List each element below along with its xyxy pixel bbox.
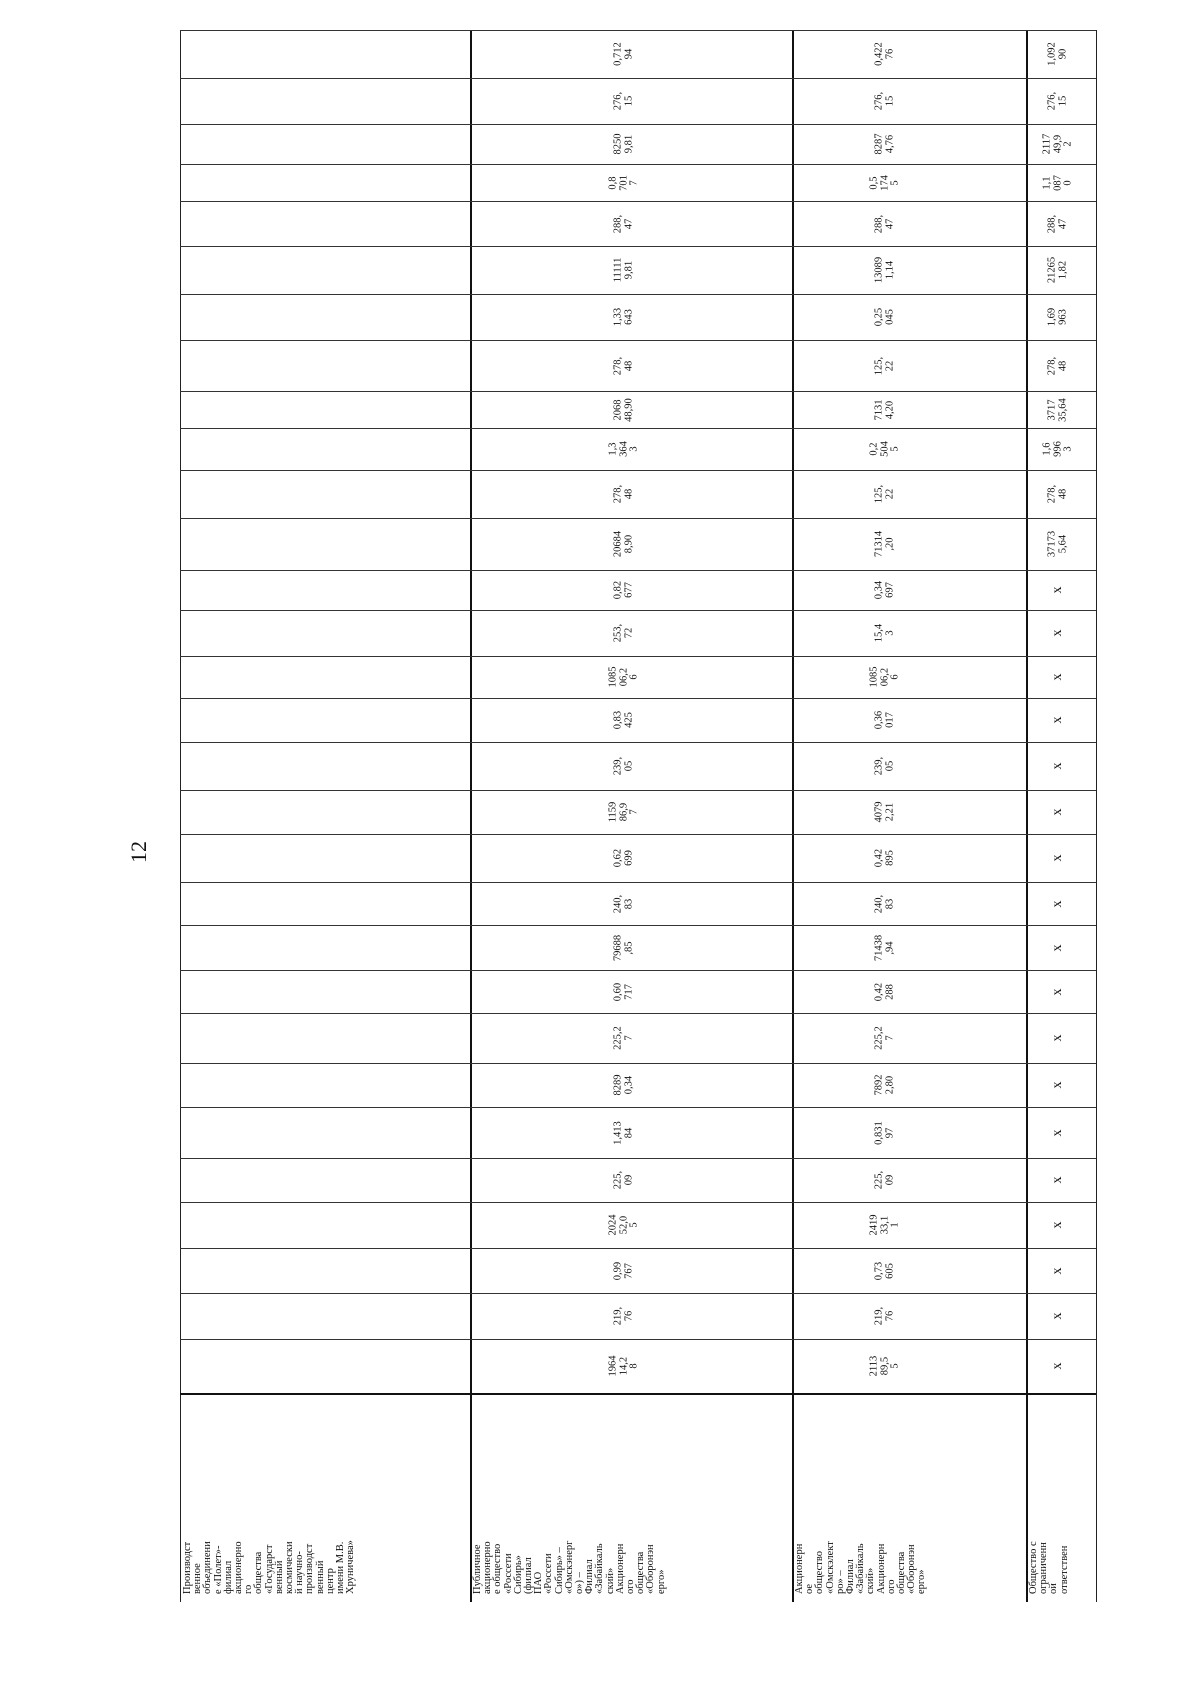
row-divider — [180, 78, 1096, 79]
table-cell — [285, 570, 325, 610]
table-cell — [1038, 1113, 1078, 1153]
cell-value: x — [1049, 808, 1065, 816]
table-cell — [285, 700, 325, 740]
cell-value: x — [1049, 1267, 1065, 1274]
table-cell — [865, 1296, 905, 1336]
table-cell — [604, 1018, 644, 1058]
cell-value: 0,5 174 5 — [868, 174, 901, 191]
cell-value: 1,33 643 — [612, 307, 634, 327]
cell-value: 276, 15 — [873, 91, 895, 111]
table-cell — [1038, 613, 1078, 653]
page-number: 12 — [126, 841, 151, 863]
table-cell — [285, 972, 325, 1012]
column-divider — [1096, 30, 1097, 1602]
cell-value: 37173 5,64 — [1046, 530, 1068, 558]
cell-value: x — [1049, 1312, 1065, 1320]
cell-value: 1159 86,9 7 — [607, 801, 640, 823]
table-cell — [285, 204, 325, 244]
table-cell — [865, 204, 905, 244]
cell-value: 0,62 699 — [612, 848, 634, 868]
table-cell — [604, 390, 644, 430]
table-cell — [285, 297, 325, 337]
table-cell — [865, 1160, 905, 1200]
table-cell — [604, 1160, 644, 1200]
cell-value: 3717 35,64 — [1046, 397, 1068, 422]
row-divider — [180, 1063, 1096, 1064]
table-cell — [865, 346, 905, 386]
row-divider — [180, 294, 1096, 295]
table-cell — [1038, 1160, 1078, 1200]
cell-value: x — [1049, 586, 1065, 594]
table-cell — [285, 613, 325, 653]
table-cell — [865, 657, 905, 697]
table-cell — [865, 390, 905, 430]
row-divider — [180, 610, 1096, 611]
cell-value: x — [1049, 988, 1065, 995]
table-cell — [865, 1205, 905, 1245]
cell-value: 225, 09 — [873, 1170, 895, 1190]
table-cell — [604, 1205, 644, 1245]
cell-value: 125, 22 — [873, 484, 895, 504]
cell-value: 0,8 701 7 — [607, 174, 640, 191]
row-divider — [180, 698, 1096, 699]
table-cell — [865, 474, 905, 514]
table-cell — [285, 346, 325, 386]
table-cell — [604, 1251, 644, 1291]
table-cell — [865, 429, 905, 469]
table-cell — [285, 163, 325, 203]
table-cell — [865, 81, 905, 121]
cell-value: x — [1049, 854, 1065, 862]
table-cell — [604, 163, 644, 203]
table-cell — [604, 429, 644, 469]
table-cell — [604, 1346, 644, 1386]
table-cell — [285, 1018, 325, 1058]
cell-value: x — [1049, 944, 1065, 951]
cell-value: x — [1049, 1081, 1065, 1089]
table-cell — [865, 838, 905, 878]
table-cell — [1038, 1296, 1078, 1336]
table-cell — [604, 124, 644, 164]
table-cell — [1038, 928, 1078, 968]
cell-value: 1,6 996 3 — [1041, 441, 1074, 457]
table-cell — [1038, 429, 1078, 469]
cell-value: x — [1049, 900, 1065, 907]
table-cell — [1038, 1251, 1078, 1291]
cell-value: 15,4 3 — [873, 623, 895, 643]
cell-value: 239, 05 — [612, 756, 634, 776]
table-cell — [285, 1251, 325, 1291]
table-cell — [285, 1065, 325, 1105]
table-cell — [1038, 124, 1078, 164]
table-cell — [1038, 657, 1078, 697]
table-cell — [1038, 204, 1078, 244]
cell-value: 1,1 087 0 — [1041, 174, 1074, 191]
table-cell — [865, 1251, 905, 1291]
cell-value: 0,99 767 — [612, 1261, 634, 1280]
cell-value: 219, 76 — [612, 1306, 634, 1326]
cell-value: x — [1049, 1034, 1065, 1042]
table-cell — [865, 613, 905, 653]
cell-value: 0,712 94 — [612, 42, 634, 66]
table-cell — [285, 884, 325, 924]
table-cell — [865, 746, 905, 786]
table-cell — [285, 1346, 325, 1386]
table-cell — [1038, 81, 1078, 121]
table-cell — [604, 1296, 644, 1336]
column-divider — [470, 30, 472, 1602]
row-divider — [180, 1013, 1096, 1014]
table-cell — [604, 570, 644, 610]
table-cell — [285, 390, 325, 430]
table-cell — [604, 474, 644, 514]
cell-value: 0,83 425 — [612, 710, 634, 730]
cell-value: 0,34 697 — [873, 580, 895, 600]
table-cell — [285, 81, 325, 121]
cell-value: 0,42 288 — [873, 982, 895, 1001]
table-cell — [285, 124, 325, 164]
cell-value: 7892 2,80 — [873, 1074, 895, 1096]
row-divider — [180, 246, 1096, 247]
table-cell — [604, 297, 644, 337]
cell-value: 0,422 76 — [873, 42, 895, 66]
table-cell — [1038, 390, 1078, 430]
table-cell — [1038, 163, 1078, 203]
table-cell — [285, 1160, 325, 1200]
row-label: Общество с ограниченн ой ответствен — [1028, 1541, 1070, 1594]
table-cell — [604, 792, 644, 832]
table-cell — [1038, 346, 1078, 386]
table-cell — [604, 524, 644, 564]
table-cell — [604, 972, 644, 1012]
table-cell — [285, 928, 325, 968]
table-cell — [604, 928, 644, 968]
cell-value: 2113 89,5 5 — [868, 1355, 901, 1377]
table-cell — [285, 524, 325, 564]
cell-value: 0,25 045 — [873, 307, 895, 327]
cell-value: 2024 52,0 5 — [607, 1214, 640, 1236]
row-divider — [180, 790, 1096, 791]
cell-value: x — [1049, 716, 1065, 724]
table-cell — [865, 700, 905, 740]
table-cell — [604, 657, 644, 697]
cell-value: 278, 48 — [612, 484, 634, 504]
table-cell — [865, 1113, 905, 1153]
cell-value: 20684 8,90 — [612, 530, 634, 558]
cell-value: 1085 06,2 6 — [607, 666, 640, 688]
cell-value: 4079 2,21 — [873, 801, 895, 823]
table-cell — [865, 792, 905, 832]
table-cell — [285, 792, 325, 832]
table-cell — [285, 657, 325, 697]
table-cell — [604, 1065, 644, 1105]
table-cell — [604, 1113, 644, 1153]
cell-value: 225,2 7 — [873, 1026, 895, 1050]
cell-value: 8289 0,34 — [612, 1074, 634, 1096]
cell-value: 1,3 364 3 — [607, 441, 640, 457]
row-label: Акционерн ое общество «Омскэлект ро» – Филиал «Забайкаль ский» Акционерн ого общества «Оборонэн ерго» — [794, 1541, 928, 1594]
table-cell — [865, 928, 905, 968]
table-cell — [1038, 474, 1078, 514]
cell-value: 7131 4,20 — [873, 399, 895, 420]
table-cell — [865, 570, 905, 610]
cell-value: 276, 15 — [1046, 91, 1068, 111]
row-divider — [180, 518, 1096, 519]
row-divider — [180, 470, 1096, 471]
table-cell — [865, 1018, 905, 1058]
cell-value: x — [1049, 1362, 1065, 1370]
cell-value: 276, 15 — [612, 91, 634, 111]
cell-value: 1,092 90 — [1046, 42, 1068, 66]
cell-value: 2068 48,90 — [612, 397, 634, 422]
cell-value: 0,60 717 — [612, 982, 634, 1001]
row-divider — [180, 1107, 1096, 1108]
cell-value: 2419 33,1 1 — [868, 1214, 901, 1236]
table-cell — [865, 1065, 905, 1105]
cell-value: 288, 47 — [1046, 214, 1068, 233]
table-cell — [285, 838, 325, 878]
cell-value: 253, 72 — [612, 623, 634, 643]
cell-value: 8287 4,76 — [873, 133, 895, 155]
cell-value: x — [1049, 673, 1065, 681]
table-cell — [1038, 972, 1078, 1012]
cell-value: 11111 9,81 — [612, 257, 634, 283]
table-cell — [1038, 884, 1078, 924]
cell-value: x — [1049, 629, 1065, 637]
table-cell — [1038, 1065, 1078, 1105]
table-cell — [285, 250, 325, 290]
table-cell — [604, 346, 644, 386]
cell-value: 0,82 677 — [612, 580, 634, 600]
cell-value: 0,831 97 — [873, 1120, 895, 1145]
table-cell — [285, 474, 325, 514]
cell-value: 1,69 963 — [1046, 307, 1068, 327]
table-cell — [604, 204, 644, 244]
row-divider — [180, 1393, 1096, 1395]
row-divider — [180, 340, 1096, 341]
cell-value: 288, 47 — [873, 214, 895, 233]
table-cell — [285, 429, 325, 469]
cell-value: 1,413 84 — [612, 1120, 634, 1145]
cell-value: 2117 49,9 2 — [1041, 133, 1074, 155]
cell-value: 278, 48 — [612, 356, 634, 375]
table-cell — [1038, 297, 1078, 337]
cell-value: 239, 05 — [873, 756, 895, 776]
cell-value: 0,36 017 — [873, 710, 895, 730]
table-cell — [865, 972, 905, 1012]
cell-value: 0,73 605 — [873, 1261, 895, 1280]
table-cell — [285, 34, 325, 74]
cell-value: 240, 83 — [873, 894, 895, 913]
table-cell — [285, 1296, 325, 1336]
table-cell — [865, 884, 905, 924]
cell-value: 278, 48 — [1046, 484, 1068, 504]
table-cell — [865, 34, 905, 74]
table-cell — [604, 34, 644, 74]
cell-value: 0,42 895 — [873, 848, 895, 868]
table-cell — [604, 838, 644, 878]
table-cell — [1038, 34, 1078, 74]
row-divider — [180, 742, 1096, 743]
column-divider — [180, 30, 181, 1602]
row-label: Публичное акционерно е общество «Россети Сибирь» (филиал ПАО «Россети Сибирь» – «Омскэнерг о») – Филиал «Забайкаль ский» Акционерн ого общества «Оборонэн ерго» — [472, 1540, 667, 1594]
row-label: Производст венное объединени е «Полет»- филиал акционерно го общества «Государст венный космически й научно- производст венный центр имени М.В. Хруничева» — [182, 1540, 357, 1594]
cell-value: 71438 ,94 — [873, 934, 895, 961]
table-cell — [865, 163, 905, 203]
table-cell — [865, 524, 905, 564]
cell-value: 1964 14,2 8 — [607, 1355, 640, 1377]
table-cell — [604, 884, 644, 924]
table-cell — [865, 297, 905, 337]
row-divider — [180, 1202, 1096, 1203]
cell-value: 225,2 7 — [612, 1026, 634, 1050]
cell-value: x — [1049, 1176, 1065, 1184]
cell-value: 1085 06,2 6 — [868, 666, 901, 688]
cell-value: x — [1049, 1221, 1065, 1229]
cell-value: 79688 ,85 — [612, 934, 634, 961]
table-cell — [1038, 250, 1078, 290]
table-cell — [604, 613, 644, 653]
cell-value: 13089 1,14 — [873, 256, 895, 284]
table-cell — [604, 700, 644, 740]
table-cell — [1038, 838, 1078, 878]
column-divider — [792, 30, 794, 1602]
row-divider — [180, 30, 1096, 31]
table-cell — [604, 81, 644, 121]
column-divider — [1026, 30, 1028, 1602]
cell-value: x — [1049, 762, 1065, 770]
row-divider — [180, 1158, 1096, 1159]
row-divider — [180, 834, 1096, 835]
cell-value: 8250 9,81 — [612, 133, 634, 155]
table-cell — [1038, 1018, 1078, 1058]
table-cell — [285, 746, 325, 786]
table-cell — [285, 1205, 325, 1245]
cell-value: x — [1049, 1129, 1065, 1136]
table-cell — [1038, 746, 1078, 786]
table-cell — [1038, 1346, 1078, 1386]
row-divider — [180, 1293, 1096, 1294]
cell-value: 125, 22 — [873, 356, 895, 375]
table-cell — [285, 1113, 325, 1153]
table-cell — [1038, 1205, 1078, 1245]
table-cell — [604, 250, 644, 290]
row-divider — [180, 1248, 1096, 1249]
table-cell — [1038, 570, 1078, 610]
row-divider — [180, 925, 1096, 926]
cell-value: 219, 76 — [873, 1306, 895, 1326]
cell-value: 0,2 504 5 — [868, 441, 901, 457]
cell-value: 278, 48 — [1046, 356, 1068, 375]
cell-value: 21265 1,82 — [1046, 256, 1068, 284]
cell-value: 240, 83 — [612, 894, 634, 913]
cell-value: 225, 09 — [612, 1170, 634, 1190]
cell-value: 288, 47 — [612, 214, 634, 233]
table-cell — [865, 1346, 905, 1386]
table-cell — [604, 746, 644, 786]
table-cell — [1038, 524, 1078, 564]
table-cell — [865, 124, 905, 164]
row-divider — [180, 1339, 1096, 1340]
table-cell — [1038, 792, 1078, 832]
table-cell — [1038, 700, 1078, 740]
table-cell — [865, 250, 905, 290]
cell-value: 71314 ,20 — [873, 530, 895, 558]
